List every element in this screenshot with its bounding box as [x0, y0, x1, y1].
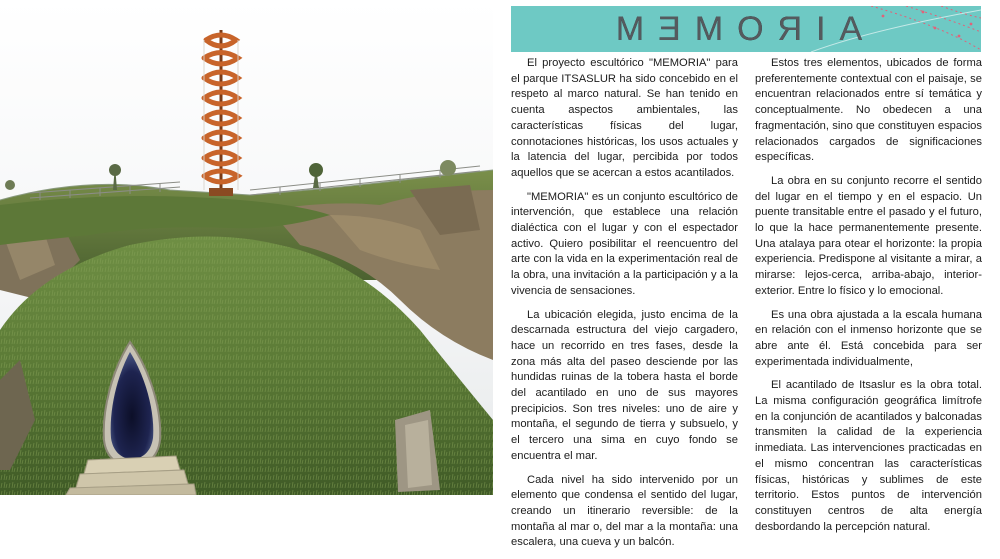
- paragraph: El proyecto escultórico "MEMORIA" para el parque ITSASLUR ha sido concebido en el respeto al marco natural. Se han tenido en cuenta aspectos ambientales, las características físicas del lugar, connotaciones históricas, los usos actuales y la latencia del lugar, percibida por todos aquellos que se acercan a estos acantilados.: [511, 57, 738, 179]
- paragraph: Es una obra ajustada a la escala humana en relación con el inmenso horizonte que se abre ante él. Está concebida para ser experimentada individualmente,: [755, 308, 982, 368]
- page-title: MƎMOЯIA: [615, 10, 877, 48]
- paragraph: La ubicación elegida, justo encima de la descarnada estructura del viejo cargadero, hace un recorrido en tres fases, desde la zona más alta del paseo desciende por las hundidas ruinas de la tobera hasta el borde del acantilado en uno de sus mayores precipicios. Son tres niveles: uno de aire y montaña, el segundo de tierra y subsuelo, y el tercero una sima en cuyo fondo se encuentra el mar.: [511, 308, 738, 462]
- text-panel: [493, 0, 1000, 549]
- title-banner: [511, 6, 981, 52]
- paragraph: El acantilado de Itsaslur es la obra total. La misma configuración geográfica limítrofe en la conjunción de acantilados y balconadas transmiten la calidad de la experiencia inmediata. Las intervenciones practicadas en el mismo concentran las características físicas, históricas y sublimes de este territorio. Estos puntos de intervención constituyen centros de alta energía desbordando la percepción natural.: [755, 379, 982, 533]
- paragraph: "MEMORIA" es un conjunto escultórico de intervención, que establece una relación dialéctica con el lugar y con el espectador activo. Quiero posibilitar el reencuentro del arte con la vida en la experimentación real de la obra, una invitación a la participación y a la vivencia de sensaciones.: [511, 190, 738, 297]
- paragraph: La obra en su conjunto recorre el sentido del lugar en el tiempo y en el espacio. Un puente transitable entre el pasado y el futuro, lo que la hace permanentemente presente. Una atalaya para otear el horizonte: la propia experiencia. Predispone al visitante a mirar, a mirarse: lejos-cerca, arriba-abajo, interior-exterior. Entre lo físico y lo emocional.: [755, 174, 982, 297]
- paragraph: Cada nivel ha sido intervenido por un elemento que condensa el sentido del lugar, creando un itinerario reversible: de la montaña al mar o, del mar a la montaña: una escalera, una cueva y un balcón.: [511, 473, 738, 549]
- landscape-photomontage: [0, 0, 493, 495]
- paragraph: Estos tres elementos, ubicados de forma preferentemente contextual con el paisaje, se encuentran relacionados entre sí temática y conceptualmente. No obedecen a una fragmentación, sino que constituyen espacios relacionados cargados de significaciones específicas.: [755, 57, 982, 164]
- spiral-staircase: [204, 30, 238, 196]
- text-column-left: [511, 56, 738, 559]
- text-column-right: [755, 56, 982, 543]
